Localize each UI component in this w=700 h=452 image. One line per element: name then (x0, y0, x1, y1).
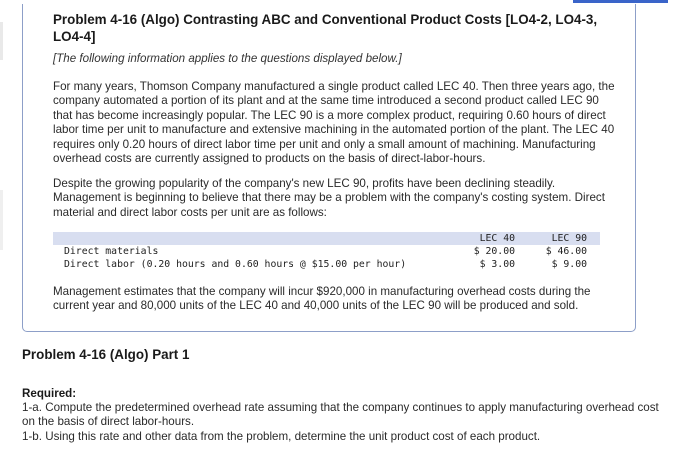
left-edge-divider (0, 22, 3, 60)
table-header-row (53, 232, 600, 245)
cell-lec90: $ 9.00 (551, 259, 587, 270)
cell-lec40: $ 3.00 (479, 259, 515, 270)
table-row (53, 245, 600, 258)
left-edge-divider-lower (0, 190, 3, 250)
problem-paragraph-3: Management estimates that the company will incur $920,000 in manufacturing overhead costs during the current year and 80,000 units of the LEC 40 and 40,000 units of the LEC 90 will be produced and sold. (53, 285, 591, 313)
part-title: Problem 4-16 (Algo) Part 1 (22, 347, 190, 362)
problem-paragraph-2: Despite the growing popularity of the company's new LEC 90, profits have been declining steadily. Management is beginning to believe that there may be a problem with the company's costing system. Direct material and direct labor costs per unit are as follows: (53, 177, 605, 219)
top-accent-bar (573, 0, 668, 3)
column-header-lec90: LEC 90 (551, 233, 587, 244)
requirement-1a: 1-a. Compute the predetermined overhead rate assuming that the company continues to apply manufacturing overhead cost on the basis of direct labor-hours. (22, 401, 659, 429)
row-label: Direct labor (0.20 hours and 0.60 hours @ $15.00 per hour) (64, 259, 407, 270)
unit-cost-table (53, 232, 600, 271)
table-row (53, 258, 600, 271)
problem-title: Problem 4-16 (Algo) Contrasting ABC and Conventional Product Costs [LO4-2, LO4-3, LO4-4] (53, 12, 598, 44)
row-label: Direct materials (64, 246, 159, 257)
required-label: Required: (22, 387, 77, 400)
problem-paragraph-1: For many years, Thomson Company manufactured a single product called LEC 40. Then three years ago, the company automated a portion of its plant and at the same time introduced a second product called LEC 90 that has become increasingly popular. The LEC 90 is a more complex product, requiring 0.60 hours of direct labor time per unit to manufacture and extensive machining in the automated portion of the plant. The LEC 40 requires only 0.20 hours of direct labor time per unit and only a small amount of machining. Manufacturing overhead costs are currently assigned to products on the basis of direct-labor-hours. (53, 80, 615, 166)
cell-lec90: $ 46.00 (545, 246, 587, 257)
requirement-1b: 1-b. Using this rate and other data from the problem, determine the unit product cost of each product. (22, 430, 541, 443)
applies-note: [The following information applies to the questions displayed below.] (53, 52, 402, 65)
column-header-lec40: LEC 40 (479, 233, 515, 244)
cell-lec40: $ 20.00 (473, 246, 515, 257)
